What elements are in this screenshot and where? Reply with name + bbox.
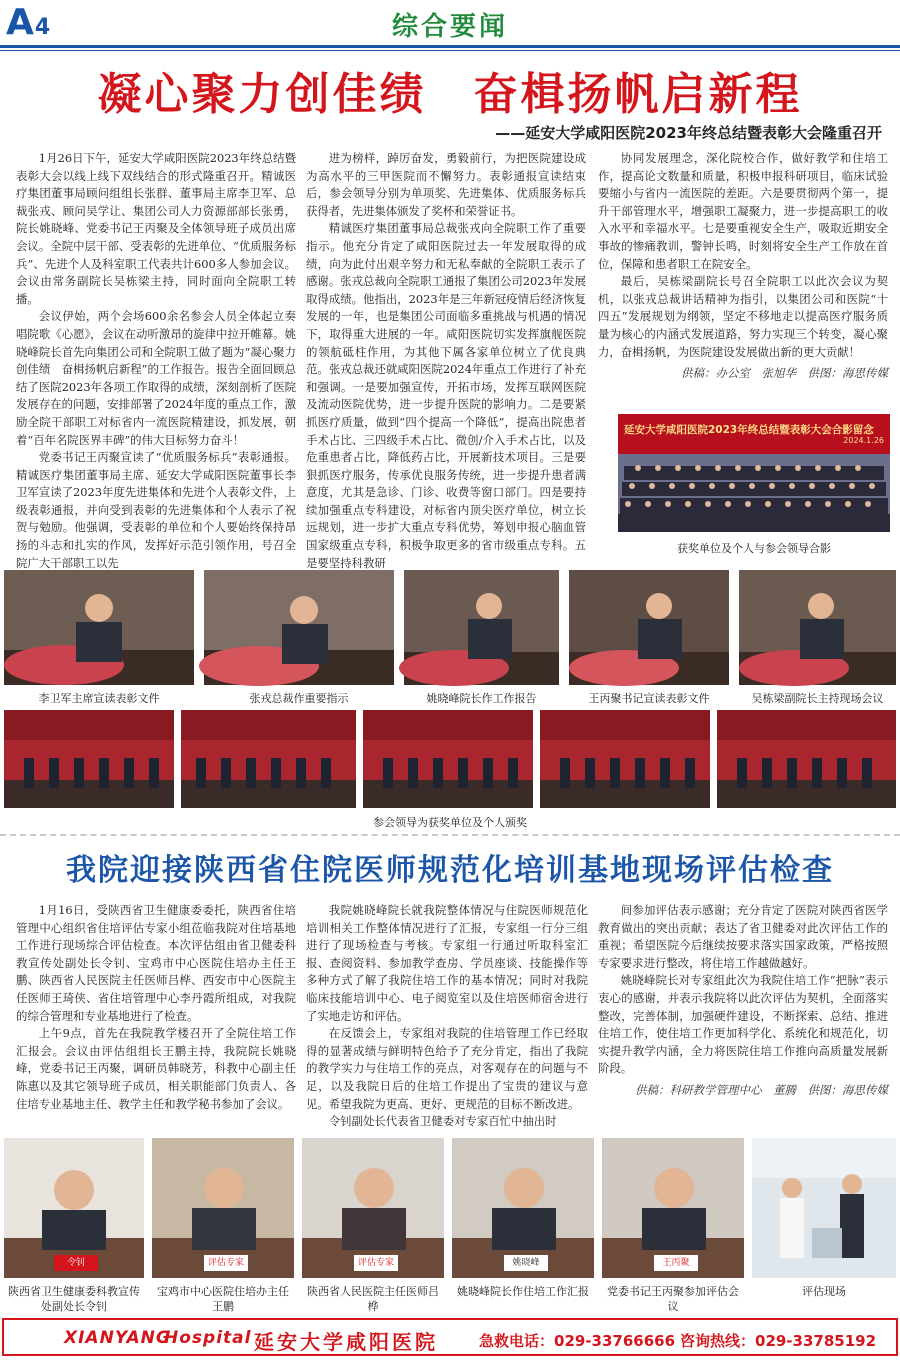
review-photo-5 — [602, 1138, 744, 1278]
photo-speaker-2 — [204, 570, 394, 685]
review-caption-6: 评估现场 — [802, 1285, 846, 1298]
section-title: 综合要闻 — [391, 12, 508, 42]
nameplate: 评估专家 — [204, 1255, 248, 1271]
photo-caption-5: 吴栋梁副院长主持现场会议 — [751, 692, 884, 705]
photo-caption-4: 王丙聚书记宣读表彰文件 — [588, 692, 710, 705]
review-photo-1 — [4, 1138, 144, 1278]
review-caption-4: 姚晓峰院长作住培工作汇报 — [457, 1285, 589, 1298]
article1-column-2 — [306, 150, 586, 570]
footer-emergency-phone: 急救电话：029-33766666 — [479, 1332, 676, 1350]
paragraph: 协同发展理念，深化院校合作，做好教学和住培工作，提高论文数量和质量，积极申报科研项目，临床试验要缩小与省内一流医院的差距。六是要贯彻两个第一，提升干部管理水平，增强职工凝聚力，进一步提高职工的收入水平和幸福水平。七是要重视安全生产，吸取近期安全事故的惨痛教训，警钟长鸣，时刻将安全生产工作放在首位，保障和患者职工在院安全。 — [598, 151, 888, 271]
award-photo-5 — [717, 710, 896, 808]
footer-en-hospital: Hospital — [164, 1328, 252, 1348]
award-photo-2 — [181, 710, 356, 808]
photo-speaker-3 — [404, 570, 559, 685]
footer-hotline-phone: 咨询热线：029-33785192 — [680, 1332, 877, 1350]
paragraph: 党委书记王丙聚宣读了“优质服务标兵”表彰通报。精诚医疗集团董事局主席、延安大学咸阳医院董事长李卫军宣读了2023年度先进集体和先进个人表彰文件，上级表彰通报，并向受到表彰的先进集体和个人表示了祝贺与勉励。他强调，受表彰的单位和个人要始终保持昂扬的斗志和扎实的作风，发挥好示范引领作用，号召全院广大干部职工以先 — [16, 450, 296, 570]
review-caption-5: 党委书记王丙聚参加评估会议 — [607, 1285, 739, 1313]
paragraph: 间参加评估表示感谢；充分肯定了医院对陕西省医学教育做出的突出贡献；表达了省卫健委对此次评估工作的重视；希望医院今后继续按要求落实国家政策，严格按照专家要求进行整改，将住培工作越做越好。 — [598, 903, 888, 970]
article1-subheadline: ——延安大学咸阳医院2023年终总结暨表彰大会隆重召开 — [495, 124, 882, 142]
group-photo-caption: 获奖单位及个人与参会领导合影 — [677, 542, 831, 555]
article1-column-3 — [598, 150, 888, 395]
article2-credit: 供稿：科研教学管理中心 董腾 供图：海思传媒 — [635, 1082, 888, 1097]
paragraph: 1月26日下午，延安大学咸阳医院2023年终总结暨表彰大会以线上线下双线结合的形式隆重召开。精诚医疗集团董事局顾问组组长张群、董事局主席李卫军、总裁张戎、顾问吴学让、集团公司人力资源部部长张勇，院长姚晓峰、党委书记王丙聚及全体领导班子成员出席会议。全院中层干部、受表彰的先进单位、“优质服务标兵”、先进个人及科室职工代表共计600多人参加会议。会议由常务副院长吴栋梁主持，同时面向全院职工转播。 — [16, 151, 296, 306]
group-photo-banner: 延安大学咸阳医院2023年终总结暨表彰大会合影留念 — [624, 424, 874, 436]
paragraph: 精诚医疗集团董事局总裁张戎向全院职工作了重要指示。他充分肯定了咸阳医院过去一年发展取得的成绩，向为此付出艰辛努力和无私奉献的全院职工表示了感谢。张戎总裁向全院职工通报了集团公司2023年发展取得成绩。他指出，2023年是三年新冠疫情后经济恢复发展的一年，也是集团公司面临多重挑战与机遇的情况下，取得重大进展的一年。咸阳医院切实发挥旗舰医院的领航砥柱作用，为其他下属各家单位树立了优良典范。张戎总裁还就咸阳医院2024年重点工作进行了补充和强调。一是要加强宣传，开拓市场，发挥互联网医院及流动医院优势，进一步提升医院的影响力。二是要紧抓医疗质量，做到“四个提高一个降低”，提高出院患者手术占比、三四级手术占比、微创/介入手术占比，以及危重患者占比，降低药占比，开展新技术项目。三是要狠抓医疗服务，传承优良服务传统，进一步提升患者满意度，尤其是急诊、门诊、收费等窗口部门。四是要持续加强重点专科建设，对标省内顶尖医疗单位，树立长远规划，进一步扩大重点专科优势，筹划申报心脑血管国家级重点专科，积极争取更多的省市级重点专科。五是要坚持科教研 — [306, 221, 586, 570]
paragraph: 姚晓峰院长对专家组此次为我院住培工作“把脉”表示衷心的感谢，并表示我院将以此次评估为契机，全面落实整改，完善体制，加强硬件建设，不断探索、总结、推进住培工作，使住培工作更加科学化、系统化和规范化，切实提升教学内涵，全力将医院住培工作推向高质量发展新阶段。 — [598, 973, 888, 1076]
article2-column-3 — [598, 902, 888, 1130]
article-divider — [0, 834, 900, 836]
paragraph: 在反馈会上，专家组对我院的住培管理工作已经取得的显著成绩与鲜明特色给予了充分肯定，指出了我院的教学实力与住培工作的亮点，对客观存在的问题与不足，以及我院日后的住培工作提出了宝贵的建议与意见。希望我院为更高、更好、更规范的目标不断改进。 — [306, 1026, 588, 1111]
review-photo-2 — [152, 1138, 294, 1278]
award-photo-3 — [363, 710, 533, 808]
nameplate: 令钊 — [54, 1255, 98, 1271]
nameplate: 王丙聚 — [654, 1255, 698, 1271]
photo-caption-2: 张戎总裁作重要指示 — [249, 692, 349, 705]
photo-speaker-4 — [569, 570, 729, 685]
award-photo-1 — [4, 710, 174, 808]
review-caption-1: 陕西省卫生健康委科教宣传处副处长令钊 — [8, 1285, 140, 1313]
paragraph: 上午9点，首先在我院教学楼召开了全院住培工作汇报会。会议由评估组组长王鹏主持，我院院长姚晓峰，党委书记王丙聚，调研员韩晓芳，科教中心副主任陈惠以及其它领导班子成员，相关职能部门负责人、各住培专业基地主任、教学主任和教学秘书参加了会议。 — [16, 1026, 296, 1111]
photo-speaker-1 — [4, 570, 194, 685]
photo-speaker-5 — [739, 570, 896, 685]
review-caption-3: 陕西省人民医院主任医师吕桦 — [307, 1285, 439, 1313]
award-photo-4 — [540, 710, 710, 808]
photo-caption-1: 李卫军主席宣读表彰文件 — [38, 692, 160, 705]
article1-credit: 供稿：办公室 张旭华 供图：海思传媒 — [681, 366, 888, 381]
paragraph: 令钊副处长代表省卫健委对专家百忙中抽出时 — [328, 1114, 557, 1129]
photo-caption-3: 姚晓峰院长作工作报告 — [426, 692, 537, 705]
paragraph: 会议伊始，两个会场600余名参会人员全体起立奏唱院歌《心愿》，会议在动听激昂的旋律中拉开帷幕。姚晓峰院长首先向集团公司和全院职工做了题为“凝心聚力创佳绩 奋楫扬帆启新程”的工作报告。报告全面回顾总结了医院2023年各项工作取得的成绩，深刻剖析了医院发展存在的问题，安排部署了2024年度的重点工作，激励全院干部职工对标省内一流医院精建设，抓发展，朝着“百年名院医界丰碑”的伟大目标努力奋斗！ — [16, 309, 296, 447]
article2-headline: 我院迎接陕西省住院医师规范化培训基地现场评估检查 — [66, 853, 834, 888]
review-photo-6 — [752, 1138, 896, 1278]
footer-banner — [2, 1318, 898, 1356]
group-photo-date: 2024.1.26 — [843, 436, 884, 445]
nameplate: 姚晓峰 — [504, 1255, 548, 1271]
group-photo — [618, 414, 890, 532]
paragraph: 我院姚晓峰院长就我院整体情况与住院医师规范化培训相关工作整体情况进行了汇报，专家组一行分三组进行了现场检查与考核。专家组一行通过听取科室汇报、查阅资料、参加教学查房、学员座谈、技能操作等多种方式了解了我院住培工作的基本情况；同时对我院临床技能培训中心、电子阅览室以及住培医师宿舍进行了实地走访和评估。 — [306, 903, 588, 1023]
footer-en-city: XIANYANG — [64, 1328, 171, 1348]
award-photos-caption: 参会领导为获奖单位及个人颁奖 — [373, 816, 527, 829]
review-photo-4 — [452, 1138, 594, 1278]
article1-headline: 凝心聚力创佳绩 奋楫扬帆启新程 — [97, 69, 803, 120]
footer-hospital-name: 延安大学咸阳医院 — [254, 1330, 438, 1354]
nameplate: 评估专家 — [354, 1255, 398, 1271]
article1-column-1 — [16, 150, 296, 570]
masthead-rule — [0, 45, 900, 48]
article2-column-2 — [306, 902, 588, 1130]
paragraph: 进为榜样，踔厉奋发，勇毅前行，为把医院建设成为高水平的三甲医院而不懈努力。表彰通报宣读结束后，参会领导分别为单项奖、先进集体、优质服务标兵获得者，先进集体颁发了奖杯和荣誉证书。 — [306, 151, 586, 218]
article2-column-1 — [16, 902, 296, 1130]
masthead-rule-thin — [0, 50, 900, 51]
review-caption-2: 宝鸡市中心医院住培办主任王鹏 — [157, 1285, 289, 1313]
paragraph: 1月16日，受陕西省卫生健康委委托，陕西省住培管理中心组织省住培评估专家小组莅临我院对住培基地工作进行现场综合评估检查。本次评估组由省卫健委科教宣传处副处长令钊、宝鸡市中心医院住培办主任王鹏、陕西省人民医院主任医师吕桦、西安市中心医院主任医师王琦侠、省住培管理中心李丹霞所组成，对我院的综合管理和专业基地进行了检查。 — [16, 903, 296, 1023]
paragraph: 最后，吴栋梁副院长号召全院职工以此次会议为契机，以张戎总裁讲话精神为指引，以集团公司和医院“十四五”发展规划为纲领，坚定不移地走以提高医疗服务质量为核心的内涵式发展道路，努力实现三个转变，凝心聚力，奋楫扬帆，为医院建设发展做出新的更大贡献！ — [598, 274, 888, 359]
review-photo-3 — [302, 1138, 444, 1278]
page-number: A4 — [6, 2, 50, 43]
